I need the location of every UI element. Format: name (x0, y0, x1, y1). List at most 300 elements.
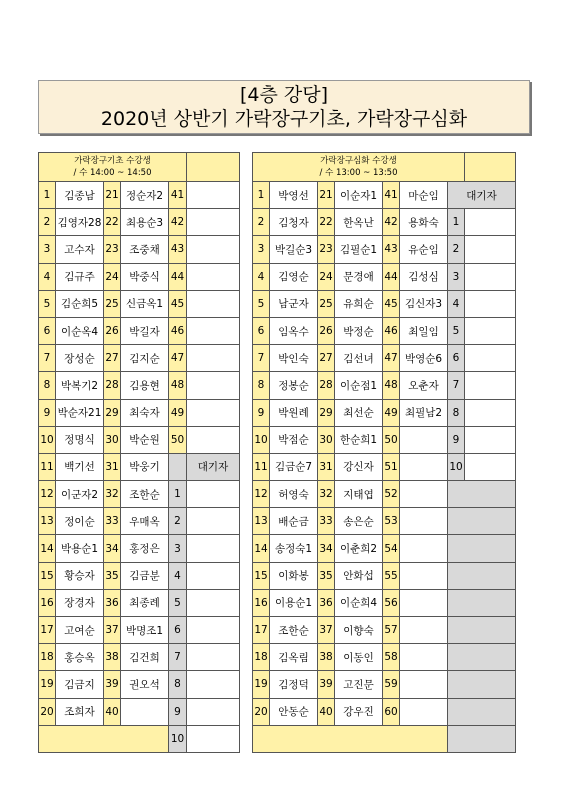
seat-number: 44 (169, 263, 187, 290)
table-row (253, 209, 516, 236)
left-roster-body (39, 182, 240, 753)
seat-number: 26 (318, 317, 335, 344)
student-name: 이군자2 (56, 481, 104, 508)
waitlist-blank (448, 725, 516, 752)
seat-number: 18 (253, 644, 270, 671)
table-row (253, 562, 516, 589)
student-name (400, 481, 448, 508)
student-name: 안화섭 (335, 562, 383, 589)
waitlist-number: 9 (169, 698, 187, 725)
table-row (253, 508, 516, 535)
seat-number: 44 (383, 263, 400, 290)
student-name: 김신자3 (400, 290, 448, 317)
table-row (253, 399, 516, 426)
seat-number: 1 (253, 182, 270, 209)
seat-number: 49 (383, 399, 400, 426)
student-name: 박길순3 (270, 236, 318, 263)
waitlist-blank (187, 508, 240, 535)
student-name: 홍승옥 (56, 644, 104, 671)
student-name: 한순희1 (335, 426, 383, 453)
waitlist-blank (187, 617, 240, 644)
seat-number: 6 (253, 317, 270, 344)
student-name: 김옥림 (270, 644, 318, 671)
seat-number: 20 (253, 698, 270, 725)
waitlist-blank (187, 481, 240, 508)
table-row (39, 644, 240, 671)
right-header-cell (253, 153, 465, 182)
table-row (253, 617, 516, 644)
title-courses: 2020년 상반기 가락장구기초, 가락장구심화 (100, 108, 468, 130)
student-name (400, 671, 448, 698)
seat-number: 42 (383, 209, 400, 236)
seat-number: 33 (104, 508, 121, 535)
student-name: 김선녀 (335, 345, 383, 372)
title-location: [4층 강당] (239, 84, 328, 106)
seat-number: 40 (318, 698, 335, 725)
waitlist-number: 9 (448, 426, 465, 453)
table-row (253, 182, 516, 209)
student-name: 이춘희2 (335, 535, 383, 562)
seat-number: 19 (39, 671, 56, 698)
student-name: 정이순 (56, 508, 104, 535)
student-name (121, 698, 169, 725)
seat-number: 25 (104, 290, 121, 317)
seat-number: 51 (383, 453, 400, 480)
student-name: 황승자 (56, 562, 104, 589)
seat-number: 15 (253, 562, 270, 589)
left-header-time: / 수 14:00 ~ 14:50 (73, 168, 152, 178)
seat-number: 9 (253, 399, 270, 426)
student-name: 고수자 (56, 236, 104, 263)
right-roster-body (253, 182, 516, 753)
seat-number: 7 (39, 345, 56, 372)
right-header-title: 가락장구심화 수강생 (320, 156, 397, 166)
student-name: 박정순 (335, 317, 383, 344)
seat-number: 15 (39, 562, 56, 589)
student-name (400, 426, 448, 453)
seat-number: 21 (318, 182, 335, 209)
seat-number: 11 (253, 453, 270, 480)
table-row (253, 535, 516, 562)
student-name: 김영순 (270, 263, 318, 290)
seat-number: 2 (39, 209, 56, 236)
seat-number: 47 (169, 345, 187, 372)
student-name: 최선순 (335, 399, 383, 426)
waitlist-blank (448, 481, 516, 508)
table-row (253, 345, 516, 372)
student-name (187, 317, 240, 344)
seat-number: 28 (104, 372, 121, 399)
student-name (187, 372, 240, 399)
seat-number: 13 (39, 508, 56, 535)
table-row (39, 317, 240, 344)
student-name: 이용순1 (270, 589, 318, 616)
seat-number: 10 (253, 426, 270, 453)
student-name: 정명식 (56, 426, 104, 453)
student-name: 조희자 (56, 698, 104, 725)
seat-number: 52 (383, 481, 400, 508)
seat-number: 46 (383, 317, 400, 344)
waitlist-blank (448, 562, 516, 589)
seat-number: 4 (39, 263, 56, 290)
student-name: 백기선 (56, 453, 104, 480)
student-name: 안동순 (270, 698, 318, 725)
table-row (253, 725, 516, 752)
student-name (187, 263, 240, 290)
waitlist-blank (465, 236, 516, 263)
seat-number: 29 (318, 399, 335, 426)
student-name: 김지순 (121, 345, 169, 372)
table-row (253, 317, 516, 344)
seat-number: 10 (39, 426, 56, 453)
student-name: 권오석 (121, 671, 169, 698)
student-name: 김종남 (56, 182, 104, 209)
table-row (39, 725, 240, 752)
seat-number: 41 (383, 182, 400, 209)
student-name (400, 644, 448, 671)
waitlist-number: 4 (448, 290, 465, 317)
waitlist-blank (187, 589, 240, 616)
waitlist-blank (465, 399, 516, 426)
seat-number: 3 (253, 236, 270, 263)
student-name: 박영순6 (400, 345, 448, 372)
waitlist-number: 5 (448, 317, 465, 344)
waitlist-number: 8 (169, 671, 187, 698)
student-name: 유순임 (400, 236, 448, 263)
table-row (39, 426, 240, 453)
seat-number: 38 (104, 644, 121, 671)
table-row (39, 263, 240, 290)
seat-number: 17 (39, 617, 56, 644)
seat-number: 14 (253, 535, 270, 562)
left-header-row (39, 153, 240, 182)
student-name: 임옥수 (270, 317, 318, 344)
seat-number: 56 (383, 589, 400, 616)
seat-number: 45 (383, 290, 400, 317)
seat-number: 48 (169, 372, 187, 399)
student-name: 김순희5 (56, 290, 104, 317)
student-name: 우매옥 (121, 508, 169, 535)
seat-number: 5 (39, 290, 56, 317)
table-row (253, 263, 516, 290)
student-name: 이향숙 (335, 617, 383, 644)
seat-number: 28 (318, 372, 335, 399)
student-name: 조중채 (121, 236, 169, 263)
seat-number: 4 (253, 263, 270, 290)
student-name (187, 399, 240, 426)
waitlist-number: 10 (448, 453, 465, 480)
waitlist-number: 8 (448, 399, 465, 426)
seat-number: 32 (104, 481, 121, 508)
seat-number: 49 (169, 399, 187, 426)
right-header-time: / 수 13:00 ~ 13:50 (319, 168, 398, 178)
student-name (187, 290, 240, 317)
seat-number: 18 (39, 644, 56, 671)
student-name (187, 182, 240, 209)
student-name: 박웅기 (121, 453, 169, 480)
student-name (400, 508, 448, 535)
student-name (400, 617, 448, 644)
student-name: 최종례 (121, 589, 169, 616)
seat-number: 24 (104, 263, 121, 290)
seat-number: 30 (318, 426, 335, 453)
seat-number: 32 (318, 481, 335, 508)
table-row (39, 671, 240, 698)
waitlist-number: 7 (169, 644, 187, 671)
student-name: 김용현 (121, 372, 169, 399)
waitlist-blank (465, 345, 516, 372)
table-row (39, 617, 240, 644)
seat-number: 26 (104, 317, 121, 344)
student-name: 정순자2 (121, 182, 169, 209)
student-name (400, 562, 448, 589)
student-name: 이동인 (335, 644, 383, 671)
left-header-title: 가락장구기초 수강생 (74, 156, 151, 166)
seat-number: 36 (104, 589, 121, 616)
seat-number: 29 (104, 399, 121, 426)
seat-number: 8 (253, 372, 270, 399)
seat-number: 43 (169, 236, 187, 263)
table-row (39, 481, 240, 508)
footer-blank (253, 725, 448, 752)
seat-number: 34 (104, 535, 121, 562)
waitlist-blank (465, 290, 516, 317)
seat-number: 46 (169, 317, 187, 344)
waitlist-label: 대기자 (187, 453, 240, 480)
seat-number: 54 (383, 535, 400, 562)
student-name: 박명조1 (121, 617, 169, 644)
student-name: 최숙자 (121, 399, 169, 426)
waitlist-blank (187, 562, 240, 589)
waitlist-blank (187, 698, 240, 725)
seat-number: 35 (318, 562, 335, 589)
student-name: 송정숙1 (270, 535, 318, 562)
waitlist-blank (448, 589, 516, 616)
student-name: 마순임 (400, 182, 448, 209)
table-row (39, 589, 240, 616)
table-row (39, 698, 240, 725)
student-name (187, 236, 240, 263)
student-name: 고진문 (335, 671, 383, 698)
student-name: 강우진 (335, 698, 383, 725)
seat-number: 24 (318, 263, 335, 290)
seat-number (169, 453, 187, 480)
seat-number: 37 (104, 617, 121, 644)
seat-number: 16 (39, 589, 56, 616)
seat-number: 17 (253, 617, 270, 644)
student-name: 이순자1 (335, 182, 383, 209)
student-name: 최필남2 (400, 399, 448, 426)
table-row (39, 236, 240, 263)
seat-number: 23 (104, 236, 121, 263)
student-name: 최일임 (400, 317, 448, 344)
waitlist-blank (448, 644, 516, 671)
seat-number: 2 (253, 209, 270, 236)
seat-number: 33 (318, 508, 335, 535)
student-name: 정봉순 (270, 372, 318, 399)
student-name: 김정덕 (270, 671, 318, 698)
seat-number: 38 (318, 644, 335, 671)
seat-number: 23 (318, 236, 335, 263)
student-name: 김성심 (400, 263, 448, 290)
table-row (253, 236, 516, 263)
seat-number: 19 (253, 671, 270, 698)
student-name: 김필순1 (335, 236, 383, 263)
seat-number: 59 (383, 671, 400, 698)
seat-number: 60 (383, 698, 400, 725)
student-name (400, 535, 448, 562)
table-row (39, 290, 240, 317)
seat-number: 13 (253, 508, 270, 535)
student-name: 김금순7 (270, 453, 318, 480)
student-name: 고여순 (56, 617, 104, 644)
waitlist-blank (448, 617, 516, 644)
student-name: 조한순 (270, 617, 318, 644)
student-name: 최용순3 (121, 209, 169, 236)
seat-number: 3 (39, 236, 56, 263)
student-name: 박복기2 (56, 372, 104, 399)
waitlist-label: 대기자 (448, 182, 516, 209)
student-name: 이순점1 (335, 372, 383, 399)
student-name: 박순원 (121, 426, 169, 453)
seat-number: 35 (104, 562, 121, 589)
waitlist-number: 5 (169, 589, 187, 616)
student-name: 용화숙 (400, 209, 448, 236)
student-name (187, 209, 240, 236)
seat-number: 41 (169, 182, 187, 209)
student-name: 김건희 (121, 644, 169, 671)
student-name: 이순옥4 (56, 317, 104, 344)
table-row (39, 209, 240, 236)
seat-number: 20 (39, 698, 56, 725)
seat-number: 6 (39, 317, 56, 344)
student-name: 허영숙 (270, 481, 318, 508)
student-name: 이화봉 (270, 562, 318, 589)
seat-number: 34 (318, 535, 335, 562)
seat-number: 30 (104, 426, 121, 453)
waitlist-number: 2 (169, 508, 187, 535)
seat-number: 22 (318, 209, 335, 236)
seat-number: 7 (253, 345, 270, 372)
seat-number: 39 (318, 671, 335, 698)
waitlist-number: 3 (169, 535, 187, 562)
student-name (400, 589, 448, 616)
seat-number: 55 (383, 562, 400, 589)
seat-number: 53 (383, 508, 400, 535)
table-row (39, 562, 240, 589)
left-header-blank (187, 153, 240, 182)
seat-number: 14 (39, 535, 56, 562)
student-name: 조한순 (121, 481, 169, 508)
footer-blank (39, 725, 169, 752)
seat-number: 42 (169, 209, 187, 236)
table-row (39, 399, 240, 426)
seat-number: 12 (253, 481, 270, 508)
student-name: 유희순 (335, 290, 383, 317)
student-name: 지태엽 (335, 481, 383, 508)
right-header-row (253, 153, 516, 182)
seat-number: 57 (383, 617, 400, 644)
title-box (38, 80, 530, 134)
student-name: 박중식 (121, 263, 169, 290)
waitlist-blank (187, 725, 240, 752)
waitlist-blank (448, 508, 516, 535)
waitlist-number: 6 (169, 617, 187, 644)
table-row (39, 345, 240, 372)
student-name (400, 698, 448, 725)
student-name: 송은순 (335, 508, 383, 535)
waitlist-number: 7 (448, 372, 465, 399)
seat-number: 5 (253, 290, 270, 317)
student-name: 남군자 (270, 290, 318, 317)
table-row (253, 481, 516, 508)
table-row (253, 698, 516, 725)
student-name: 홍정은 (121, 535, 169, 562)
seat-number: 37 (318, 617, 335, 644)
waitlist-number: 2 (448, 236, 465, 263)
waitlist-blank (187, 644, 240, 671)
seat-number: 31 (104, 453, 121, 480)
seat-number: 50 (383, 426, 400, 453)
student-name: 박인숙 (270, 345, 318, 372)
student-name: 박길자 (121, 317, 169, 344)
seat-number: 16 (253, 589, 270, 616)
seat-number: 40 (104, 698, 121, 725)
student-name (400, 453, 448, 480)
seat-number: 50 (169, 426, 187, 453)
seat-number: 27 (104, 345, 121, 372)
waitlist-number: 1 (448, 209, 465, 236)
seat-number: 1 (39, 182, 56, 209)
left-header-cell (39, 153, 187, 182)
seat-number: 21 (104, 182, 121, 209)
student-name: 이순희4 (335, 589, 383, 616)
student-name: 박점순 (270, 426, 318, 453)
student-name: 박용순1 (56, 535, 104, 562)
student-name: 신금옥1 (121, 290, 169, 317)
student-name: 한옥난 (335, 209, 383, 236)
student-name: 강신자 (335, 453, 383, 480)
seat-number: 47 (383, 345, 400, 372)
waitlist-blank (465, 209, 516, 236)
table-row (253, 671, 516, 698)
seat-number: 43 (383, 236, 400, 263)
table-row (253, 453, 516, 480)
waitlist-number: 1 (169, 481, 187, 508)
student-name: 장성순 (56, 345, 104, 372)
student-name: 박원례 (270, 399, 318, 426)
table-row (39, 372, 240, 399)
student-name: 김청자 (270, 209, 318, 236)
student-name: 오춘자 (400, 372, 448, 399)
waitlist-number: 10 (169, 725, 187, 752)
waitlist-blank (465, 453, 516, 480)
left-roster-table (38, 152, 240, 753)
waitlist-number: 3 (448, 263, 465, 290)
waitlist-blank (465, 317, 516, 344)
table-row (39, 453, 240, 480)
waitlist-number: 6 (448, 345, 465, 372)
student-name: 김금지 (56, 671, 104, 698)
student-name: 배순금 (270, 508, 318, 535)
student-name: 박영선 (270, 182, 318, 209)
table-row (39, 508, 240, 535)
seat-number: 22 (104, 209, 121, 236)
waitlist-blank (187, 535, 240, 562)
waitlist-blank (448, 535, 516, 562)
waitlist-blank (465, 426, 516, 453)
student-name (187, 345, 240, 372)
